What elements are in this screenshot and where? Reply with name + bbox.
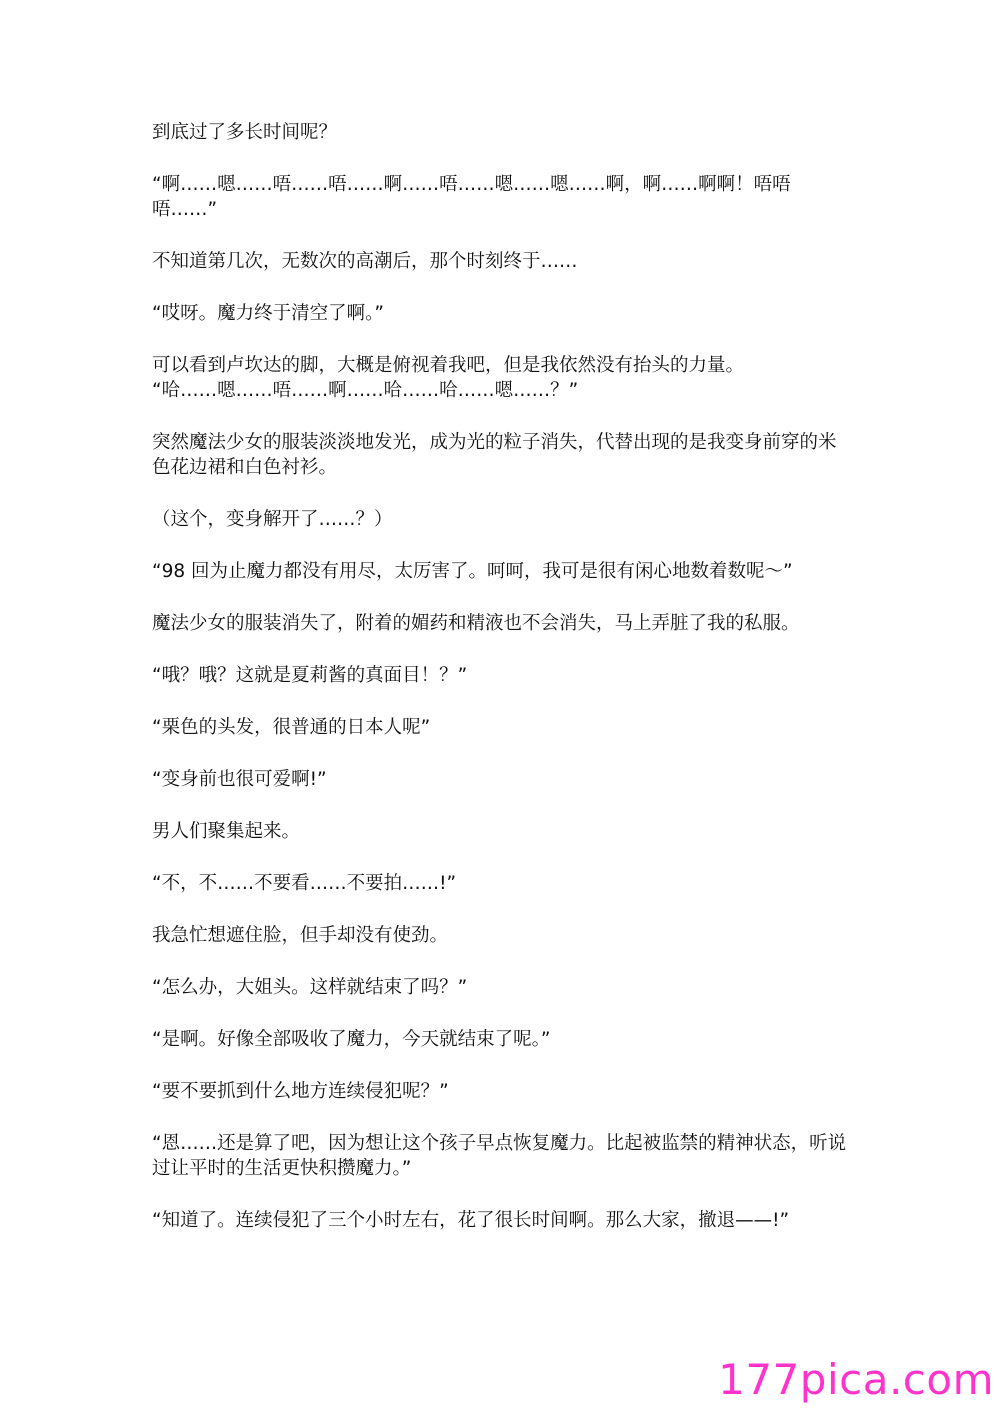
paragraph: “恩……还是算了吧，因为想让这个孩子早点恢复魔力。比起被监禁的精神状态，听说过让平时的生活更快积攒魔力。” (152, 1133, 847, 1179)
paragraph: “不，不……不要看……不要拍……!” (152, 873, 457, 894)
paragraph: 魔法少女的服装消失了，附着的媚药和精液也不会消失，马上弄脏了我的私服。 (152, 613, 800, 634)
paragraph: “怎么办，大姐头。这样就结束了吗？” (152, 977, 468, 998)
paragraph: “98 回为止魔力都没有用尽，太厉害了。呵呵，我可是很有闲心地数着数呢～” (152, 561, 793, 582)
paragraph: “变身前也很可爱啊!” (152, 769, 327, 790)
paragraph: “要不要抓到什么地方连续侵犯呢？” (152, 1081, 449, 1102)
paragraph: “是啊。好像全部吸收了魔力，今天就结束了呢。” (152, 1029, 551, 1050)
paragraph: “哦？哦？这就是夏莉酱的真面目！？” (152, 665, 468, 686)
paragraph: 到底过了多长时间呢？ (152, 122, 338, 143)
paragraph: “栗色的头发，很普通的日本人呢” (152, 717, 431, 738)
paragraph: 突然魔法少女的服装淡淡地发光，成为光的粒子消失，代替出现的是我变身前穿的米色花边裙和白色衬衫。 (152, 432, 837, 478)
paragraph: “啊……嗯……唔……唔……啊……唔……嗯……嗯……啊，啊……啊啊！唔唔唔……” (152, 174, 791, 220)
paragraph: 男人们聚集起来。 (152, 821, 301, 842)
paragraph: “哈……嗯……唔……啊……哈……哈……嗯……？” (152, 380, 579, 401)
paragraph: 不知道第几次，无数次的高潮后，那个时刻终于…… (152, 251, 578, 272)
paragraph: “哎呀。魔力终于清空了啊。” (152, 303, 384, 324)
paragraph: 可以看到卢坎达的脚，大概是俯视着我吧，但是我依然没有抬头的力量。 (152, 355, 745, 376)
paragraph: “知道了。连续侵犯了三个小时左右，花了很长时间啊。那么大家，撤退——!” (152, 1210, 790, 1231)
story-text (152, 120, 852, 1233)
paragraph: （这个，变身解开了……？） (152, 509, 393, 530)
paragraph: 我急忙想遮住脸，但手却没有使劲。 (152, 925, 449, 946)
watermark-text: 177pica.com (718, 1355, 994, 1404)
